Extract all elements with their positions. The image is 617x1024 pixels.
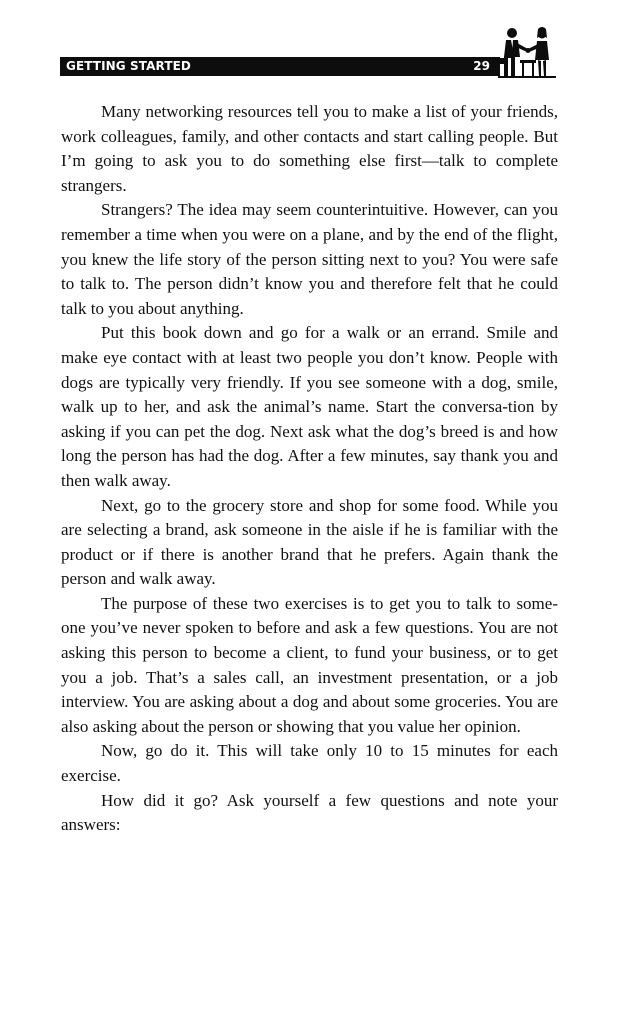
handshake-icon: [498, 24, 556, 80]
section-title: GETTING STARTED: [66, 59, 191, 73]
paragraph: The purpose of these two exercises is to get you to talk to some-one you’ve never spoken to before and ask a few questions. You are not asking this person to become a client, to fund your business, or to get you a job. That’s a sales call, an investment presentation, or a job interview. You are asking about a dog and about some groceries. You are also asking about the person or showing that you value her opinion.: [61, 593, 558, 736]
paragraph: How did it go? Ask yourself a few questions and note your answers:: [61, 790, 558, 835]
paragraph: Put this book down and go for a walk or an errand. Smile and make eye contact with at least two people you don’t know. People with dogs are typically very friendly. If you see someone with a dog, smile, walk up to her, and ask the animal’s name. Start the conversa-tion by asking if you can pet the dog. Next ask what the dog’s breed is and how long the person has had the dog. After a few minutes, say thank you and then walk away.: [61, 323, 558, 490]
paragraph: Next, go to the grocery store and shop for some food. While you are selecting a brand, ask someone in the aisle if he is familiar with the product or if there is another brand that he prefers. Again thank the person and walk away.: [61, 495, 558, 589]
paragraph: Strangers? The idea may seem counterintuitive. However, can you remember a time when you were on a plane, and by the end of the flight, you knew the life story of the person sitting next to you? You were safe to talk to. The person didn’t know you and therefore felt that he could talk to you about anything.: [61, 200, 558, 318]
paragraph: Many networking resources tell you to make a list of your friends, work colleagues, family, and other contacts and start calling people. But I’m going to ask you to do something else first—talk to complete strangers.: [61, 102, 558, 195]
page-number: 29: [473, 59, 490, 73]
running-header-bar: [60, 57, 500, 76]
body-text: [61, 100, 558, 838]
paragraph: Now, go do it. This will take only 10 to 15 minutes for each exercise.: [61, 741, 558, 786]
